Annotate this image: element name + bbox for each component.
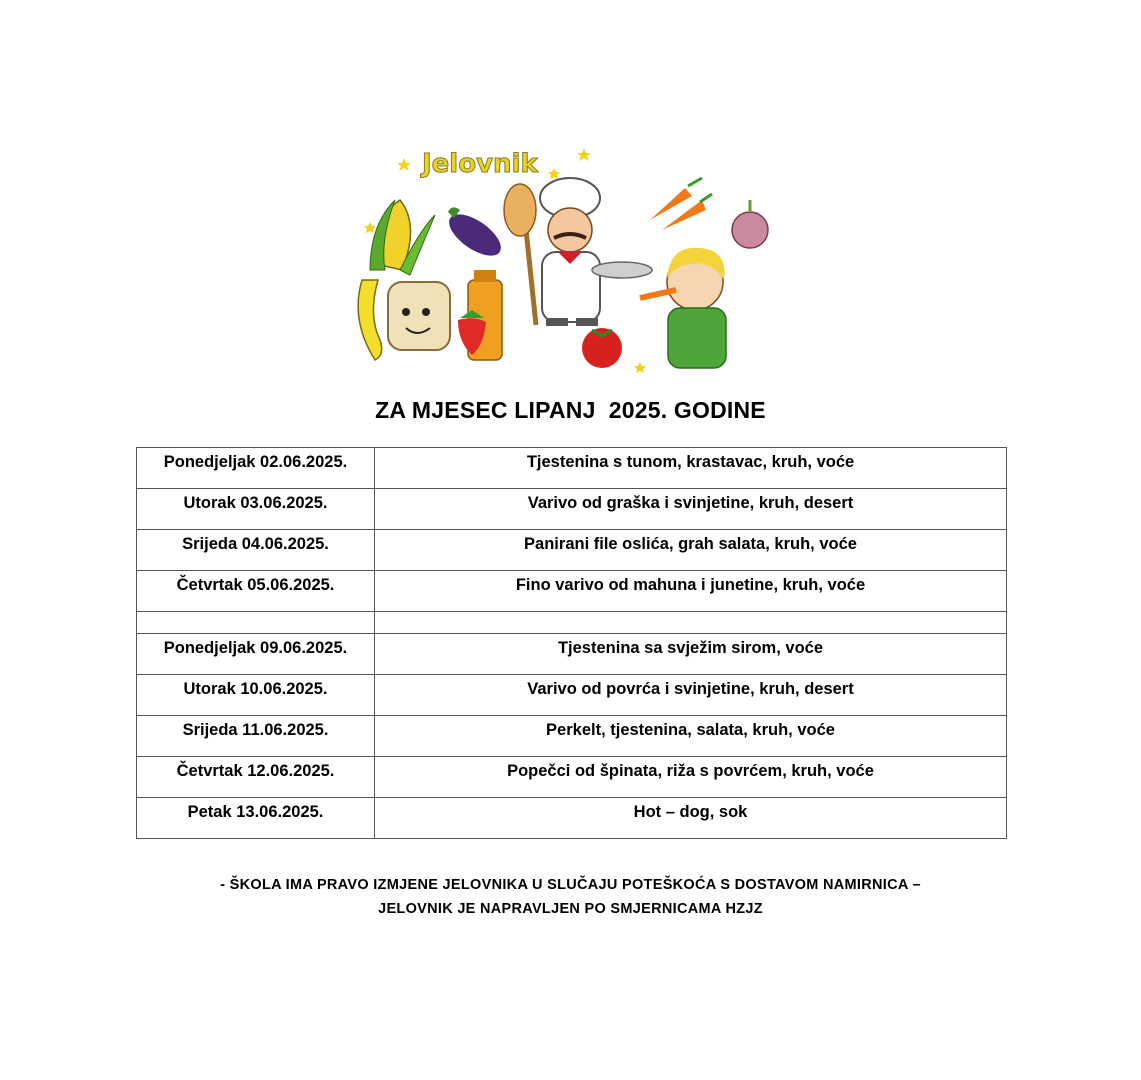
table-row [137,530,1007,571]
carrot-icon [650,178,712,230]
chef-food-illustration-icon [340,130,790,380]
banana-icon [358,280,382,360]
menu-meal-cell: Fino varivo od mahuna i junetine, kruh, voće [375,571,1007,612]
menu-day-cell: Četvrtak 12.06.2025. [137,757,375,798]
chef-icon [504,178,600,326]
menu-day-cell: Ponedjeljak 02.06.2025. [137,448,375,489]
menu-day-cell: Petak 13.06.2025. [137,798,375,839]
menu-day-cell: Srijeda 04.06.2025. [137,530,375,571]
table-row [137,489,1007,530]
menu-meal-cell: Tjestenina s tunom, krastavac, kruh, voće [375,448,1007,489]
child-icon [640,248,726,368]
menu-day-cell [137,612,375,634]
tomato-icon [582,328,622,368]
menu-meal-cell [375,612,1007,634]
menu-meal-cell: Varivo od povrća i svinjetine, kruh, desert [375,675,1007,716]
menu-day-cell: Srijeda 11.06.2025. [137,716,375,757]
corn-icon [370,200,435,275]
pizza-plate-icon [592,262,652,278]
table-row [137,716,1007,757]
page-title: ZA MJESEC LIPANJ 2025. GODINE [375,397,766,423]
table-row [137,571,1007,612]
footer-note [0,873,1141,921]
table-row [137,634,1007,675]
menu-table [136,447,1007,839]
table-row-empty [137,612,1007,634]
menu-meal-cell: Varivo od graška i svinjetine, kruh, desert [375,489,1007,530]
menu-meal-cell: Tjestenina sa svježim sirom, voće [375,634,1007,675]
table-row [137,757,1007,798]
menu-day-cell: Utorak 03.06.2025. [137,489,375,530]
menu-meal-cell: Popečci od špinata, riža s povrćem, kruh, voće [375,757,1007,798]
jelovnik-logo-text: Jelovnik [422,149,538,179]
menu-illustration [340,130,790,380]
menu-day-cell: Četvrtak 05.06.2025. [137,571,375,612]
footer-note-line-1: - ŠKOLA IMA PRAVO IZMJENE JELOVNIKA U SLUČAJU POTEŠKOĆA S DOSTAVOM NAMIRNICA – [220,877,921,893]
table-row [137,675,1007,716]
menu-meal-cell: Hot – dog, sok [375,798,1007,839]
table-row [137,798,1007,839]
eggplant-icon [442,206,507,263]
menu-day-cell: Ponedjeljak 09.06.2025. [137,634,375,675]
toast-icon [388,282,450,350]
onion-icon [732,200,768,248]
table-row [137,448,1007,489]
menu-meal-cell: Perkelt, tjestenina, salata, kruh, voće [375,716,1007,757]
menu-meal-cell: Panirani file oslića, grah salata, kruh, voće [375,530,1007,571]
menu-day-cell: Utorak 10.06.2025. [137,675,375,716]
footer-note-line-2: JELOVNIK JE NAPRAVLJEN PO SMJERNICAMA HZJZ [378,901,763,917]
